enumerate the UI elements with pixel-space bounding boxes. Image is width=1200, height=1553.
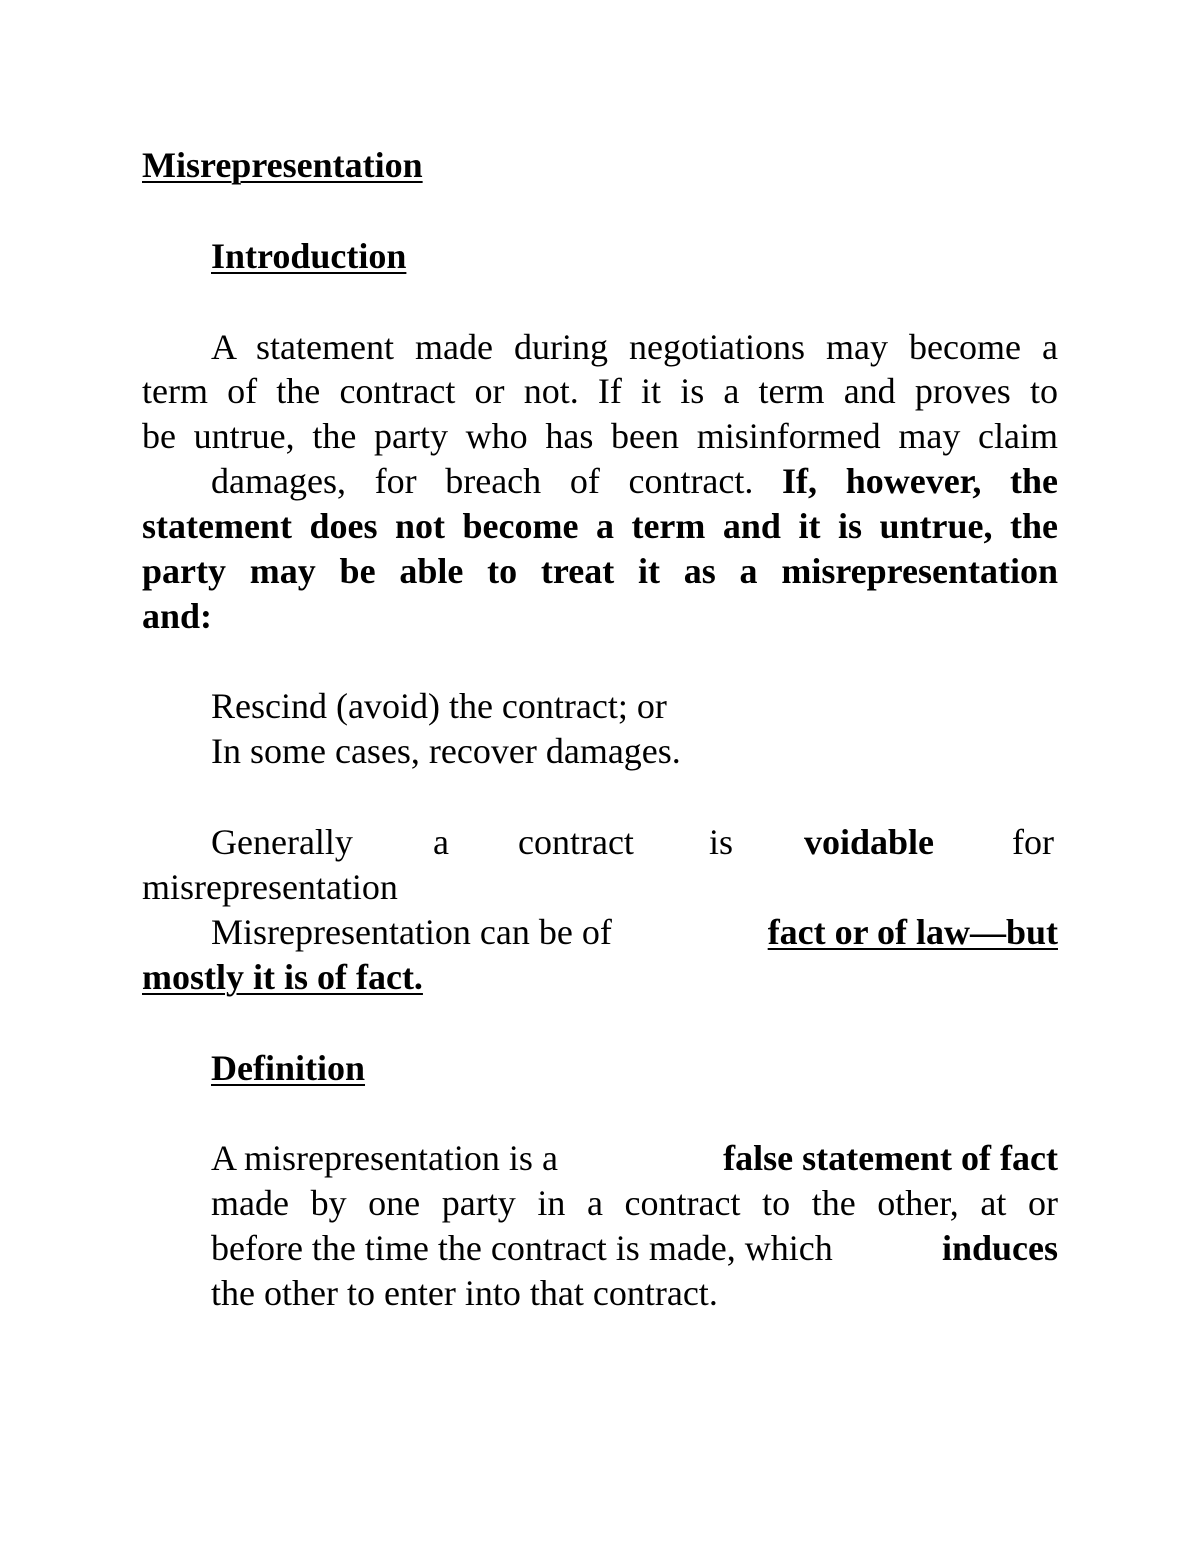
voidable-word-6: for	[1012, 822, 1054, 862]
document-title: Misrepresentation	[142, 145, 423, 185]
voidable-line-2: misrepresentation	[142, 867, 398, 907]
intro-plain-text: damages, for breach of contract.	[211, 461, 754, 501]
definition-line-4: the other to enter into that contract.	[211, 1273, 718, 1313]
definition-line-2: made by one party in a contract to the other, at or	[211, 1183, 1058, 1223]
definition-key-phrase: false statement of fact	[723, 1138, 1058, 1178]
voidable-term: voidable	[804, 822, 935, 862]
intro-bold-text: If, however, the	[753, 461, 1058, 501]
fact-or-law-emphasis-line-2: mostly it is of fact.	[142, 957, 423, 997]
remedy-item: Rescind (avoid) the contract; or	[211, 686, 667, 726]
definition-induces: induces	[941, 1228, 1058, 1268]
intro-paragraph-line-2: term of the contract or not. If it is a term and proves to	[142, 371, 1058, 411]
definition-line-1-lead: A misrepresentation is a	[211, 1138, 558, 1178]
voidable-word-1: Generally	[211, 822, 353, 862]
remedy-item: In some cases, recover damages.	[211, 731, 681, 771]
intro-paragraph-line-3: be untrue, the party who has been misinformed may claim	[142, 416, 1058, 456]
voidable-word-2: a	[433, 822, 449, 862]
intro-paragraph-line-1: A statement made during negotiations may become a	[211, 327, 1058, 367]
fact-or-law-lead: Misrepresentation can be of	[211, 912, 612, 952]
introduction-heading: Introduction	[211, 236, 407, 276]
voidable-word-3: contract	[518, 822, 634, 862]
intro-paragraph-line-7: and:	[142, 596, 213, 636]
intro-paragraph-line-4	[211, 459, 1058, 503]
intro-paragraph-line-5: statement does not become a term and it is untrue, the	[142, 506, 1058, 546]
intro-paragraph-line-6: party may be able to treat it as a misrepresentation	[142, 551, 1058, 591]
fact-or-law-emphasis: fact or of law—but	[767, 912, 1058, 952]
definition-line-3-lead: before the time the contract is made, which	[211, 1228, 833, 1268]
definition-heading: Definition	[211, 1048, 366, 1088]
voidable-word-4: is	[709, 822, 734, 862]
